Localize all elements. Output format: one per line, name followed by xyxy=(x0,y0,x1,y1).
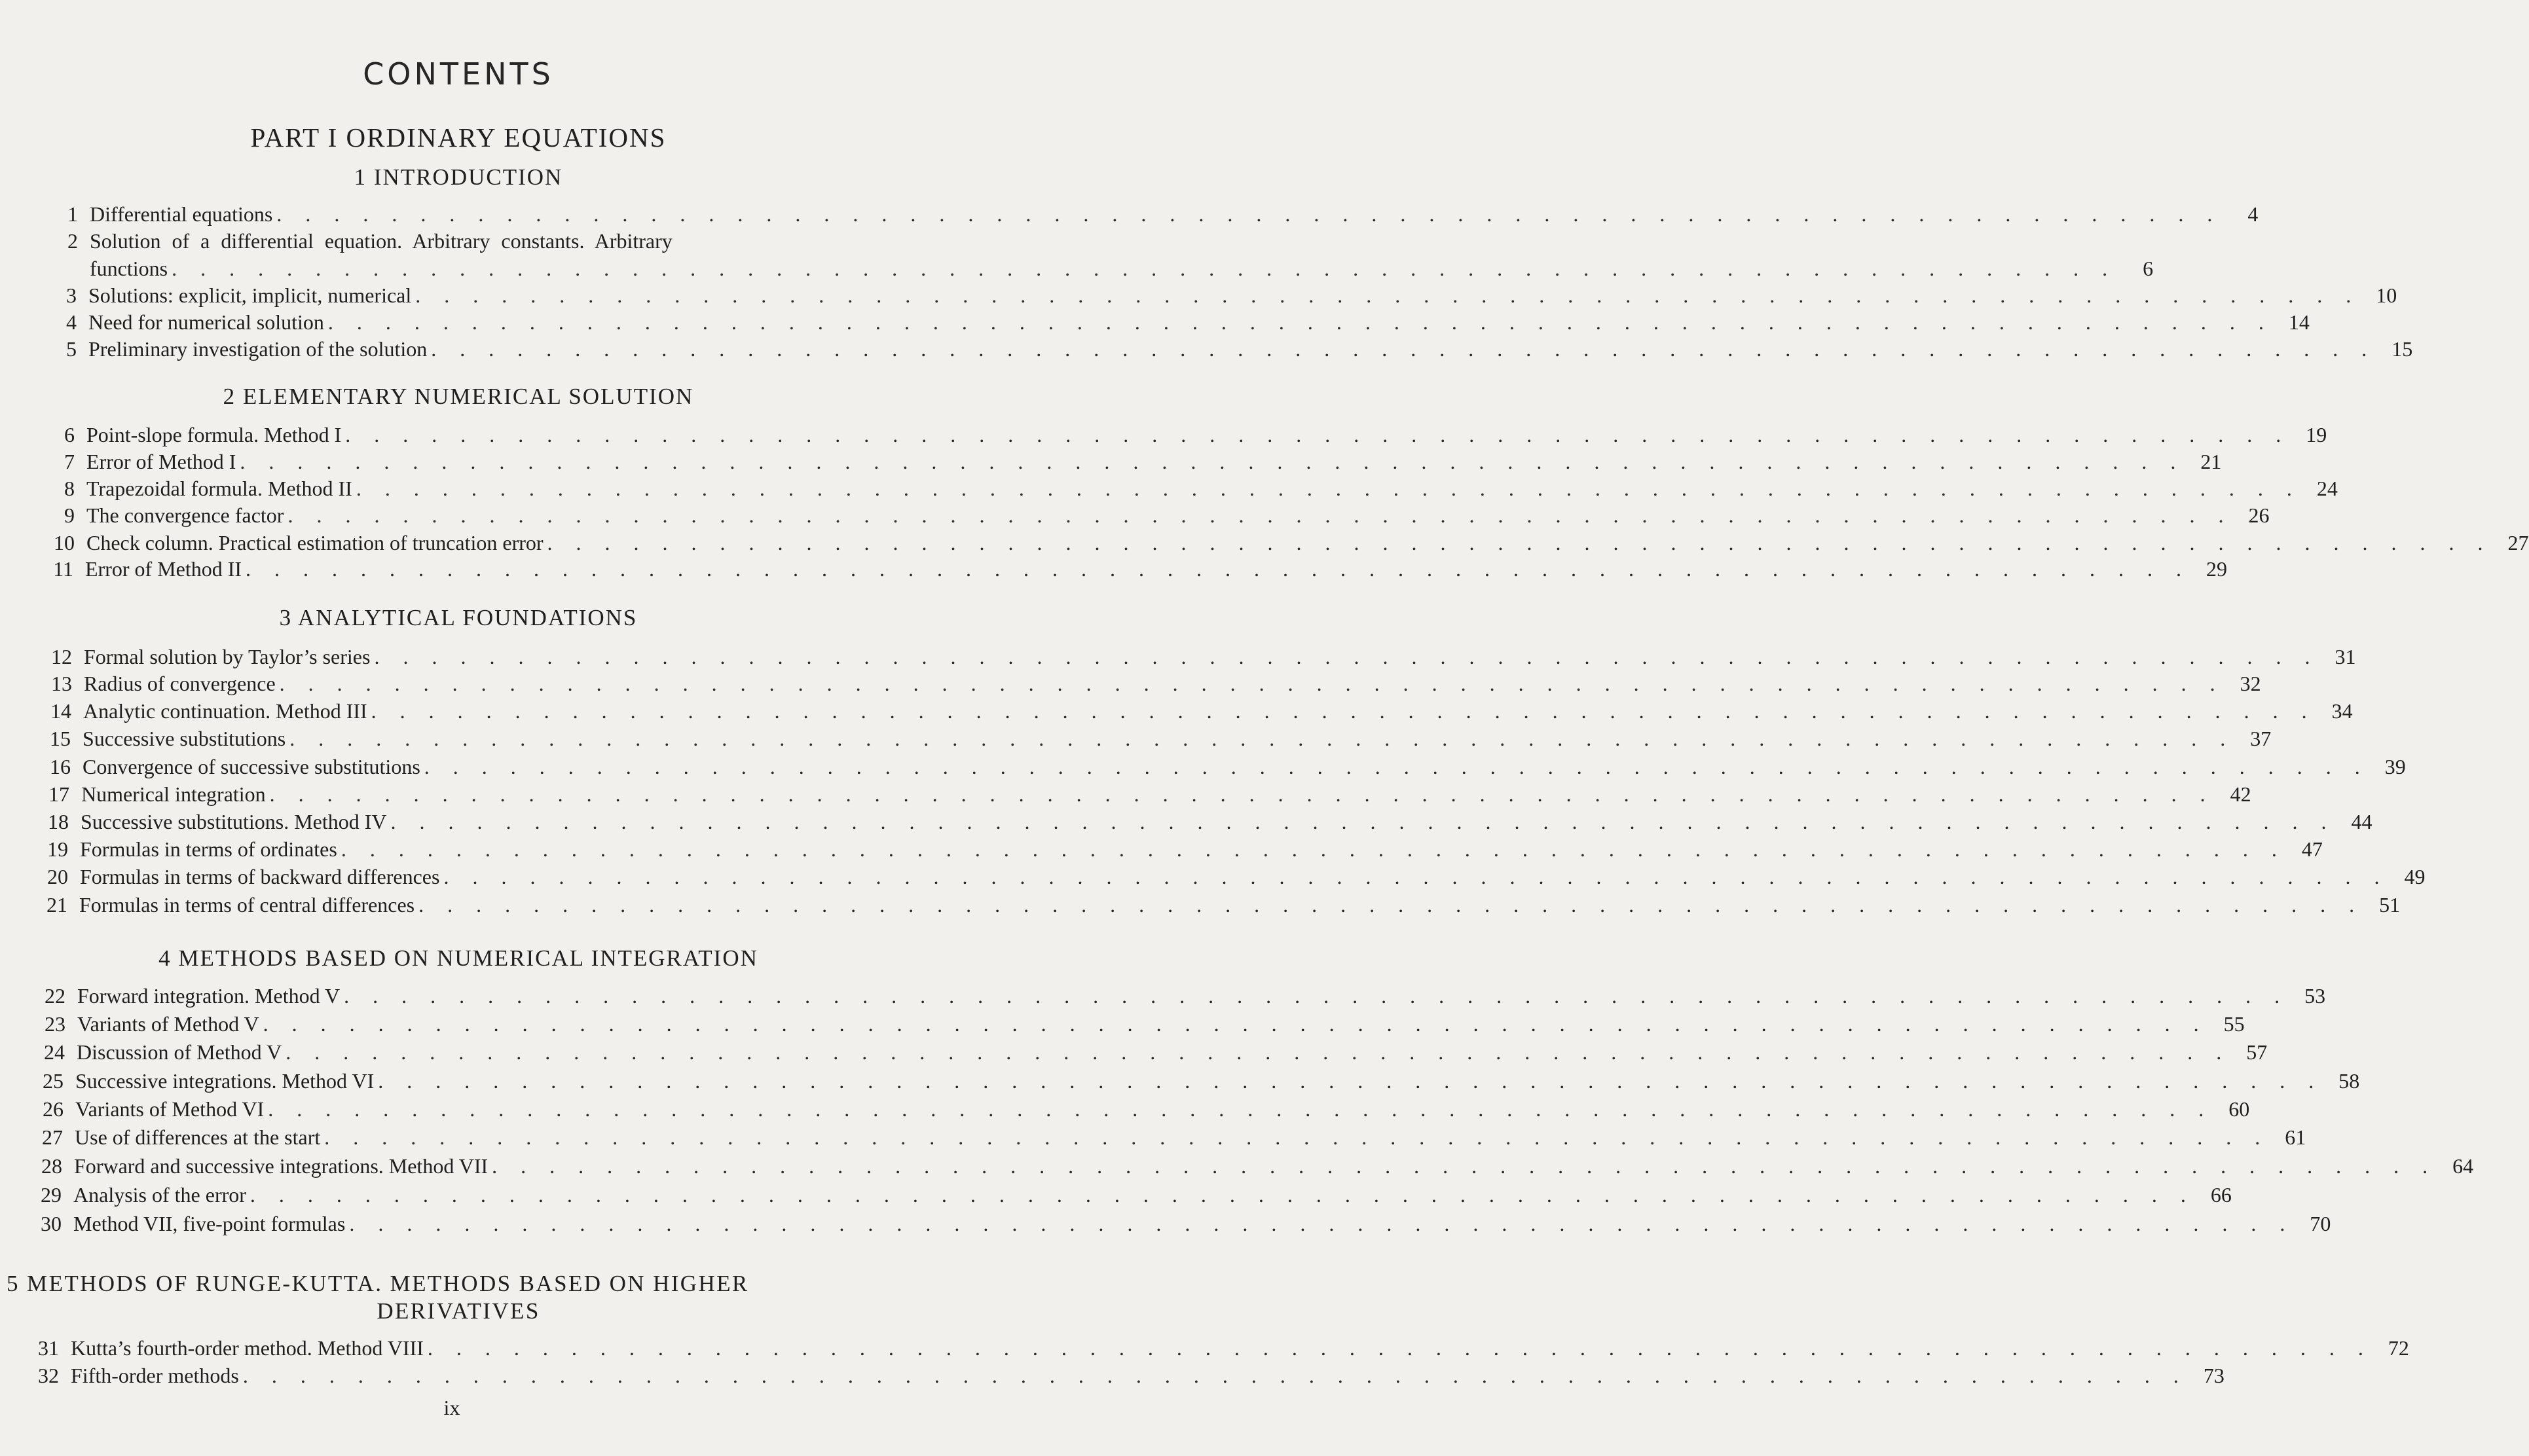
toc-entry[interactable]: 26 Variants of Method VI . . . . . . . . . . . . . . . . . . . . . . . . . . . . . . . . . . . . . . . . . . . . . . . . . . . . . . . . . . . . . . . . . . . . 60 xyxy=(75,1095,892,1123)
toc-entry[interactable]: 14 Analytic continuation. Method III . . . . . . . . . . . . . . . . . . . . . . . . . . . . . . . . . . . . . . . . . . . . . . . . . . . . . . . . . . . . . . . . . . . . 34 xyxy=(83,697,892,725)
entry-number: 22 xyxy=(45,984,65,1008)
entry-number: 9 xyxy=(64,503,75,527)
entry-title: Fifth-order methods xyxy=(71,1364,239,1387)
entry-number: 23 xyxy=(45,1012,65,1036)
toc-entry[interactable]: 24 Discussion of Method V . . . . . . . . . . . . . . . . . . . . . . . . . . . . . . . . . . . . . . . . . . . . . . . . . . . . . . . . . . . . . . . . . . . . 57 xyxy=(77,1038,892,1066)
entry-title: Successive integrations. Method VI xyxy=(75,1069,375,1093)
entry-title-continued: functions xyxy=(90,257,168,280)
entry-title: Analytic continuation. Method III xyxy=(83,699,367,723)
chapter-heading-3: 3 ANALYTICAL FOUNDATIONS xyxy=(279,605,638,630)
toc-entry[interactable]: 22 Forward integration. Method V . . . . . . . . . . . . . . . . . . . . . . . . . . . . . . . . . . . . . . . . . . . . . . . . . . . . . . . . . . . . . . . . . . . . 53 xyxy=(77,982,892,1010)
entry-title: Successive substitutions. Method IV xyxy=(81,810,387,833)
toc-entry[interactable]: 1 Differential equations . . . . . . . . . . . . . . . . . . . . . . . . . . . . . . . . . . . . . . . . . . . . . . . . . . . . . . . . . . . . . . . . . . . . 4 xyxy=(90,200,892,228)
entry-title: Use of differences at the start xyxy=(75,1125,321,1149)
entry-title: Need for numerical solution xyxy=(88,310,324,334)
chapter-heading-5-line1: 5 METHODS OF RUNGE-KUTTA. METHODS BASED ON HIGHER xyxy=(7,1271,749,1296)
entry-number: 16 xyxy=(50,755,71,778)
entry-page: 47 xyxy=(2301,837,2323,861)
entry-page: 37 xyxy=(2250,727,2272,750)
entry-page: 27 xyxy=(2507,531,2529,555)
entry-number: 20 xyxy=(47,865,68,888)
entry-page: 14 xyxy=(2288,310,2310,334)
entry-number: 31 xyxy=(38,1336,59,1360)
entry-page: 72 xyxy=(2388,1336,2409,1360)
chapter-heading-1: 1 INTRODUCTION xyxy=(354,164,563,190)
entry-page: 26 xyxy=(2248,503,2270,527)
entry-page: 15 xyxy=(2391,337,2413,361)
entry-page: 42 xyxy=(2230,782,2251,806)
entry-title: Formal solution by Taylor’s series xyxy=(84,645,371,668)
toc-entry[interactable]: 16 Convergence of successive substitutions . . . . . . . . . . . . . . . . . . . . . . . . . . . . . . . . . . . . . . . . . . . . . . . . . . . . . . . . . . . . . . . . . . . . 39 xyxy=(83,753,892,780)
entry-title: Trapezoidal formula. Method II xyxy=(86,477,352,500)
entry-title: Method VII, five-point formulas xyxy=(73,1212,346,1235)
entry-page: 57 xyxy=(2246,1040,2268,1064)
entry-number: 6 xyxy=(64,423,75,446)
entry-number: 25 xyxy=(43,1069,64,1093)
toc-entry[interactable]: 3 Solutions: explicit, implicit, numerical . . . . . . . . . . . . . . . . . . . . . . . . . . . . . . . . . . . . . . . . . . . . . . . . . . . . . . . . . . . . . . . . . . . . 10 xyxy=(88,282,892,309)
entry-title: Formulas in terms of central differences xyxy=(79,893,415,917)
entry-title: Error of Method II xyxy=(85,557,242,581)
entry-page: 31 xyxy=(2335,645,2356,668)
entry-number: 18 xyxy=(48,810,69,833)
toc-entry[interactable]: 2 Solution of a differential equation. Arbitrary constants. Arbitrary functions . . . . . . . . . . . . . . . . . . . . . . . . . . . . . . . . . . . . . . . . . . . . . . . . . . . . . . . . . . . . . . . . . . . . 6 xyxy=(90,227,892,282)
toc-entry[interactable]: 4 Need for numerical solution . . . . . . . . . . . . . . . . . . . . . . . . . . . . . . . . . . . . . . . . . . . . . . . . . . . . . . . . . . . . . . . . . . . . 14 xyxy=(88,308,892,336)
toc-entry[interactable]: 28 Forward and successive integrations. Method VII . . . . . . . . . . . . . . . . . . . . . . . . . . . . . . . . . . . . . . . . . . . . . . . . . . . . . . . . . . . . . . . . . . . . 64 xyxy=(74,1152,892,1180)
entry-number: 15 xyxy=(50,727,71,750)
toc-entry[interactable]: 15 Successive substitutions . . . . . . . . . . . . . . . . . . . . . . . . . . . . . . . . . . . . . . . . . . . . . . . . . . . . . . . . . . . . . . . . . . . . 37 xyxy=(83,725,892,752)
entry-page: 19 xyxy=(2306,423,2327,446)
toc-entry[interactable]: 13 Radius of convergence . . . . . . . . . . . . . . . . . . . . . . . . . . . . . . . . . . . . . . . . . . . . . . . . . . . . . . . . . . . . . . . . . . . . 32 xyxy=(84,670,892,697)
toc-entry[interactable]: 20 Formulas in terms of backward differences . . . . . . . . . . . . . . . . . . . . . . . . . . . . . . . . . . . . . . . . . . . . . . . . . . . . . . . . . . . . . . . . . . . . 49 xyxy=(80,863,892,890)
entry-page: 70 xyxy=(2310,1212,2331,1235)
part-heading: PART I ORDINARY EQUATIONS xyxy=(250,122,667,153)
entry-page: 61 xyxy=(2285,1125,2306,1149)
entry-page: 73 xyxy=(2203,1364,2224,1387)
entry-number: 29 xyxy=(41,1183,62,1207)
toc-entry[interactable]: 23 Variants of Method V . . . . . . . . . . . . . . . . . . . . . . . . . . . . . . . . . . . . . . . . . . . . . . . . . . . . . . . . . . . . . . . . . . . . 55 xyxy=(77,1010,892,1038)
entry-title: Variants of Method V xyxy=(77,1012,259,1036)
entry-page: 66 xyxy=(2210,1183,2232,1207)
chapter-heading-5 xyxy=(7,1270,910,1325)
entry-title: Radius of convergence xyxy=(84,672,276,695)
entry-page: 39 xyxy=(2384,755,2406,778)
entry-page: 4 xyxy=(2247,202,2259,226)
entry-title: Solution of a differential equation. Arbitrary constants. Arbitrary xyxy=(90,229,673,253)
entry-number: 2 xyxy=(67,229,78,253)
entry-number: 5 xyxy=(66,337,77,361)
toc-entry[interactable]: 30 Method VII, five-point formulas . . . . . . . . . . . . . . . . . . . . . . . . . . . . . . . . . . . . . . . . . . . . . . . . . . . . . . . . . . . . . . . . . . . . 70 xyxy=(73,1210,892,1237)
entry-page: 29 xyxy=(2206,557,2228,581)
entry-title: Successive substitutions xyxy=(83,727,286,750)
entry-number: 14 xyxy=(50,699,71,723)
entry-number: 4 xyxy=(66,310,77,334)
entry-page: 55 xyxy=(2223,1012,2245,1036)
entry-page: 64 xyxy=(2452,1154,2474,1178)
entry-number: 30 xyxy=(41,1212,62,1235)
entry-number: 12 xyxy=(51,645,72,668)
entry-number: 28 xyxy=(41,1154,62,1178)
toc-entry[interactable]: 32 Fifth-order methods . . . . . . . . . . . . . . . . . . . . . . . . . . . . . . . . . . . . . . . . . . . . . . . . . . . . . . . . . . . . . . . . . . . . 73 xyxy=(71,1362,892,1389)
entry-title: Preliminary investigation of the solution xyxy=(88,337,428,361)
toc-entry[interactable]: 27 Use of differences at the start . . . . . . . . . . . . . . . . . . . . . . . . . . . . . . . . . . . . . . . . . . . . . . . . . . . . . . . . . . . . . . . . . . . . 61 xyxy=(75,1123,892,1151)
entry-page: 6 xyxy=(2143,257,2154,280)
page-number: ix xyxy=(443,1396,460,1419)
toc-entry[interactable]: 21 Formulas in terms of central differences . . . . . . . . . . . . . . . . . . . . . . . . . . . . . . . . . . . . . . . . . . . . . . . . . . . . . . . . . . . . . . . . . . . . 51 xyxy=(79,891,892,919)
entry-title: Forward integration. Method V xyxy=(77,984,341,1008)
chapter-heading-5-line2: DERIVATIVES xyxy=(377,1298,540,1324)
toc-entry[interactable]: 10 Check column. Practical estimation of truncation error . . . . . . . . . . . . . . . . . . . . . . . . . . . . . . . . . . . . . . . . . . . . . . . . . . . . . . . . . . . . . . . . . . . . 27 xyxy=(86,529,892,556)
entry-page: 53 xyxy=(2304,984,2326,1008)
entry-number: 1 xyxy=(67,202,78,226)
toc-entry[interactable]: 17 Numerical integration . . . . . . . . . . . . . . . . . . . . . . . . . . . . . . . . . . . . . . . . . . . . . . . . . . . . . . . . . . . . . . . . . . . . 42 xyxy=(81,780,892,808)
entry-title: The convergence factor xyxy=(86,503,284,527)
entry-title: Solutions: explicit, implicit, numerical xyxy=(88,283,412,307)
entry-title: Check column. Practical estimation of truncation error xyxy=(86,531,544,555)
entry-page: 24 xyxy=(2316,477,2338,500)
entry-title: Point-slope formula. Method I xyxy=(86,423,342,446)
toc-entry[interactable]: 25 Successive integrations. Method VI . . . . . . . . . . . . . . . . . . . . . . . . . . . . . . . . . . . . . . . . . . . . . . . . . . . . . . . . . . . . . . . . . . . . 58 xyxy=(75,1067,892,1095)
entry-number: 26 xyxy=(43,1097,64,1121)
entry-number: 3 xyxy=(66,283,77,307)
entry-number: 27 xyxy=(42,1125,63,1149)
toc-entry[interactable]: 9 The convergence factor . . . . . . . . . . . . . . . . . . . . . . . . . . . . . . . . . . . . . . . . . . . . . . . . . . . . . . . . . . . . . . . . . . . . 26 xyxy=(86,501,892,529)
entry-title: Convergence of successive substitutions xyxy=(83,755,420,778)
toc-entry[interactable]: 6 Point-slope formula. Method I . . . . . . . . . . . . . . . . . . . . . . . . . . . . . . . . . . . . . . . . . . . . . . . . . . . . . . . . . . . . . . . . . . . . 19 xyxy=(86,421,892,448)
entry-number: 7 xyxy=(64,450,75,473)
page-title: CONTENTS xyxy=(363,56,554,92)
toc-entry[interactable]: 5 Preliminary investigation of the solution . . . . . . . . . . . . . . . . . . . . . . . . . . . . . . . . . . . . . . . . . . . . . . . . . . . . . . . . . . . . . . . . . . . . 15 xyxy=(88,335,892,363)
entry-title: Formulas in terms of ordinates xyxy=(80,837,337,861)
entry-page: 10 xyxy=(2376,283,2397,307)
chapter-heading-2: 2 ELEMENTARY NUMERICAL SOLUTION xyxy=(223,384,694,409)
entry-title: Kutta’s fourth-order method. Method VIII xyxy=(71,1336,424,1360)
entry-number: 24 xyxy=(44,1040,65,1064)
toc-entry[interactable]: 11 Error of Method II . . . . . . . . . . . . . . . . . . . . . . . . . . . . . . . . . . . . . . . . . . . . . . . . . . . . . . . . . . . . . . . . . . . . 29 xyxy=(85,555,892,583)
entry-title: Discussion of Method V xyxy=(77,1040,282,1064)
chapter-heading-4: 4 METHODS BASED ON NUMERICAL INTEGRATION xyxy=(158,945,758,971)
entry-page: 60 xyxy=(2228,1097,2250,1121)
entry-title: Error of Method I xyxy=(86,450,236,473)
entry-page: 49 xyxy=(2404,865,2426,888)
entry-title: Forward and successive integrations. Method VII xyxy=(74,1154,489,1178)
toc-entry[interactable]: 31 Kutta’s fourth-order method. Method VIII . . . . . . . . . . . . . . . . . . . . . . . . . . . . . . . . . . . . . . . . . . . . . . . . . . . . . . . . . . . . . . . . . . . . 72 xyxy=(71,1334,892,1362)
entry-number: 21 xyxy=(46,893,67,917)
entry-page: 34 xyxy=(2331,699,2353,723)
entry-title: Numerical integration xyxy=(81,782,266,806)
entry-page: 32 xyxy=(2240,672,2261,695)
entry-number: 13 xyxy=(51,672,72,695)
entry-number: 19 xyxy=(47,837,68,861)
entry-title: Formulas in terms of backward differences xyxy=(80,865,440,888)
entry-page: 58 xyxy=(2338,1069,2360,1093)
entry-title: Variants of Method VI xyxy=(75,1097,265,1121)
entry-number: 8 xyxy=(64,477,75,500)
toc-entry[interactable]: 12 Formal solution by Taylor’s series . . . . . . . . . . . . . . . . . . . . . . . . . . . . . . . . . . . . . . . . . . . . . . . . . . . . . . . . . . . . . . . . . . . . 31 xyxy=(84,643,892,670)
toc-entry[interactable]: 7 Error of Method I . . . . . . . . . . . . . . . . . . . . . . . . . . . . . . . . . . . . . . . . . . . . . . . . . . . . . . . . . . . . . . . . . . . . 21 xyxy=(86,448,892,475)
entry-number: 11 xyxy=(53,557,73,581)
entry-title: Analysis of the error xyxy=(73,1183,246,1207)
entry-page: 21 xyxy=(2200,450,2222,473)
toc-entry[interactable]: 19 Formulas in terms of ordinates . . . . . . . . . . . . . . . . . . . . . . . . . . . . . . . . . . . . . . . . . . . . . . . . . . . . . . . . . . . . . . . . . . . . 47 xyxy=(80,835,892,863)
entry-title: Differential equations xyxy=(90,202,273,226)
toc-entry[interactable]: 18 Successive substitutions. Method IV . . . . . . . . . . . . . . . . . . . . . . . . . . . . . . . . . . . . . . . . . . . . . . . . . . . . . . . . . . . . . . . . . . . . 44 xyxy=(81,808,892,835)
entry-page: 44 xyxy=(2351,810,2372,833)
entry-number: 17 xyxy=(48,782,69,806)
entry-page: 51 xyxy=(2379,893,2401,917)
toc-entry[interactable]: 29 Analysis of the error . . . . . . . . . . . . . . . . . . . . . . . . . . . . . . . . . . . . . . . . . . . . . . . . . . . . . . . . . . . . . . . . . . . . 66 xyxy=(73,1181,892,1209)
toc-entry[interactable]: 8 Trapezoidal formula. Method II . . . . . . . . . . . . . . . . . . . . . . . . . . . . . . . . . . . . . . . . . . . . . . . . . . . . . . . . . . . . . . . . . . . . 24 xyxy=(86,475,892,502)
entry-number: 32 xyxy=(38,1364,59,1387)
entry-number: 10 xyxy=(54,531,75,555)
